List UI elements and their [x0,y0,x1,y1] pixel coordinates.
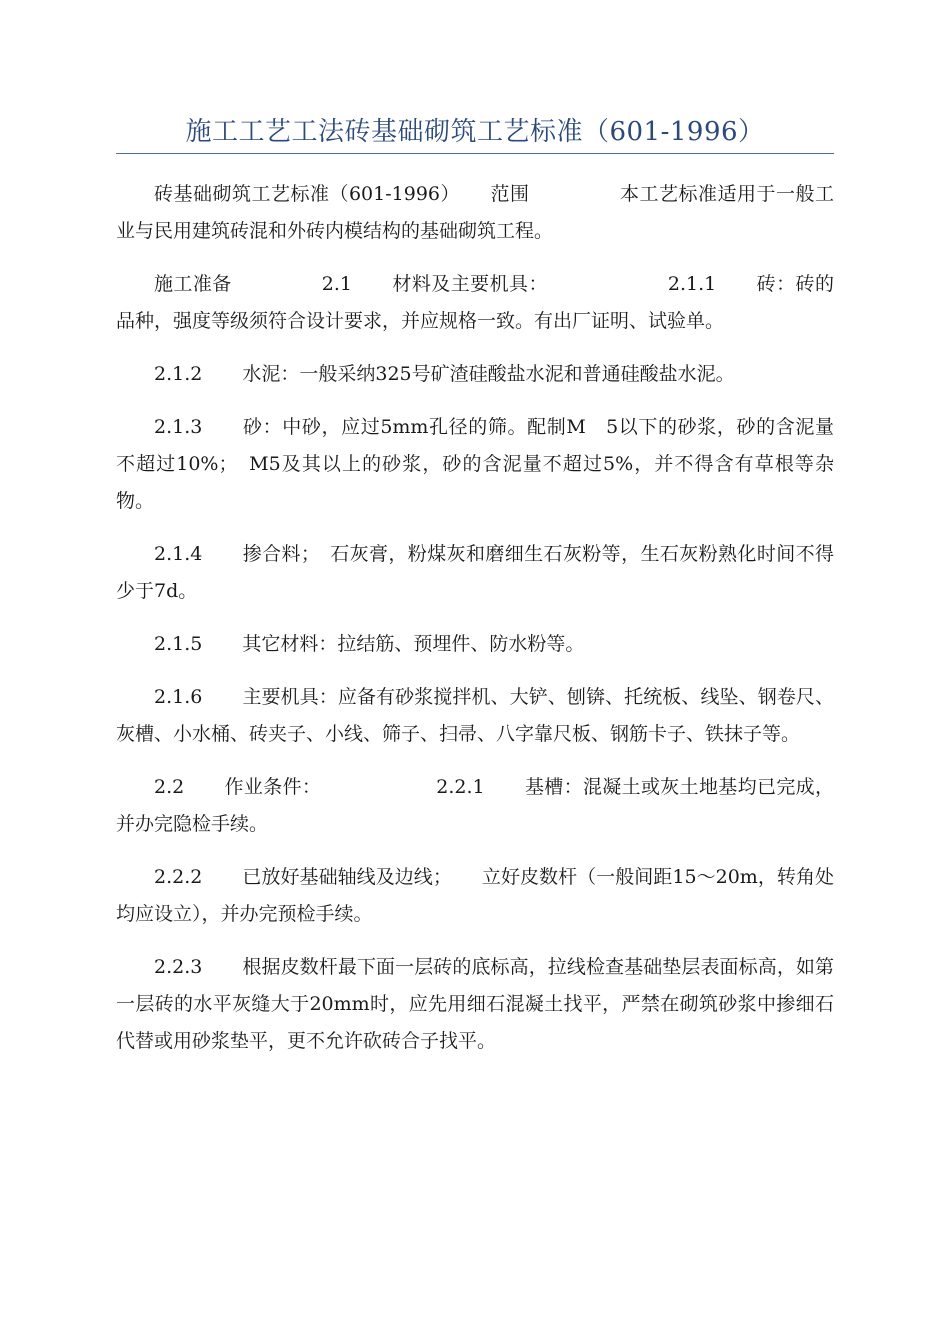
paragraph-2-1-6 [116,679,834,753]
paragraph-2-1-3 [116,409,834,520]
document-title: 施工工艺工法砖基础砌筑工艺标准（601-1996） [185,117,765,147]
paragraph-scope [116,176,834,250]
scope-text: 本工艺标准适用于一般工业与民用建筑砖混和外砖内模结构的基础砌筑工程。 [116,183,834,242]
paragraph-2-1-2 [116,356,834,393]
clause-title-2-2: 作业条件： [224,776,322,798]
paragraph-2-1-4 [116,536,834,610]
title-underline [116,153,834,154]
paragraph-preparation [116,266,834,340]
clause-text-2-2-2-b: 立好皮数杆（一般间距15～20m，转角处均应设立），并办完预检手续。 [116,866,834,925]
paragraph-2-2 [116,769,834,843]
clause-text-2-1-2: 水泥：一般采纳325号矿渣硅酸盐水泥和普通硅酸盐水泥。 [242,363,735,385]
clause-number-2-1-6: 2.1.6 [154,686,203,708]
clause-text-2-1-3: 砂：中砂，应过5mm孔径的筛。配制M 5以下的砂浆，砂的含泥量不超过10%； M5及其以上的砂浆，砂的含泥量不超过5%，并不得含有草根等杂物。 [116,416,834,512]
clause-number-2-1-5: 2.1.5 [154,633,203,655]
clause-text-2-2-1: 基槽：混凝土或灰土地基均已完成，并办完隐检手续。 [116,776,834,835]
section-heading-scope: 范围 [490,183,530,205]
clause-number-2-2: 2.2 [154,776,185,798]
clause-title-2-1: 材料及主要机具： [391,273,548,295]
clause-number-2-2-1: 2.2.1 [436,776,485,798]
paragraph-2-1-5 [116,626,834,663]
clause-text-2-1-6: 主要机具：应备有砂浆搅拌机、大铲、刨锛、托统板、线坠、钢卷尺、灰槽、小水桶、砖夹子、小线、筛子、扫帚、八字靠尺板、钢筋卡子、铁抹子等。 [116,686,834,745]
document-body [116,176,834,1076]
paragraph-2-2-3 [116,949,834,1060]
clause-text-2-2-2-a: 已放好基础轴线及边线； [242,866,452,888]
clause-text-2-1-1: 砖：砖的品种，强度等级须符合设计要求，并应规格一致。有出厂证明、试验单。 [116,273,834,332]
standard-name: 砖基础砌筑工艺标准（601-1996） [154,183,461,205]
section-heading-preparation: 施工准备 [154,273,232,295]
clause-number-2-1: 2.1 [321,273,352,295]
clause-number-2-1-2: 2.1.2 [154,363,203,385]
clause-text-2-1-5: 其它材料：拉结筋、预埋件、防水粉等。 [242,633,585,655]
clause-number-2-2-2: 2.2.2 [154,866,203,888]
clause-number-2-1-3: 2.1.3 [154,416,203,438]
clause-number-2-1-1: 2.1.1 [667,273,717,295]
paragraph-2-2-2 [116,859,834,933]
clause-number-2-2-3: 2.2.3 [154,956,203,978]
clause-number-2-1-4: 2.1.4 [154,543,203,565]
clause-text-2-2-3: 根据皮数杆最下面一层砖的底标高，拉线检查基础垫层表面标高，如第一层砖的水平灰缝大于20mm时，应先用细石混凝土找平，严禁在砌筑砂浆中掺细石代替或用砂浆垫平，更不允许砍砖合子找平。 [116,956,834,1052]
clause-text-2-1-4: 掺合料； 石灰膏，粉煤灰和磨细生石灰粉等，生石灰粉熟化时间不得少于7d。 [116,543,834,602]
